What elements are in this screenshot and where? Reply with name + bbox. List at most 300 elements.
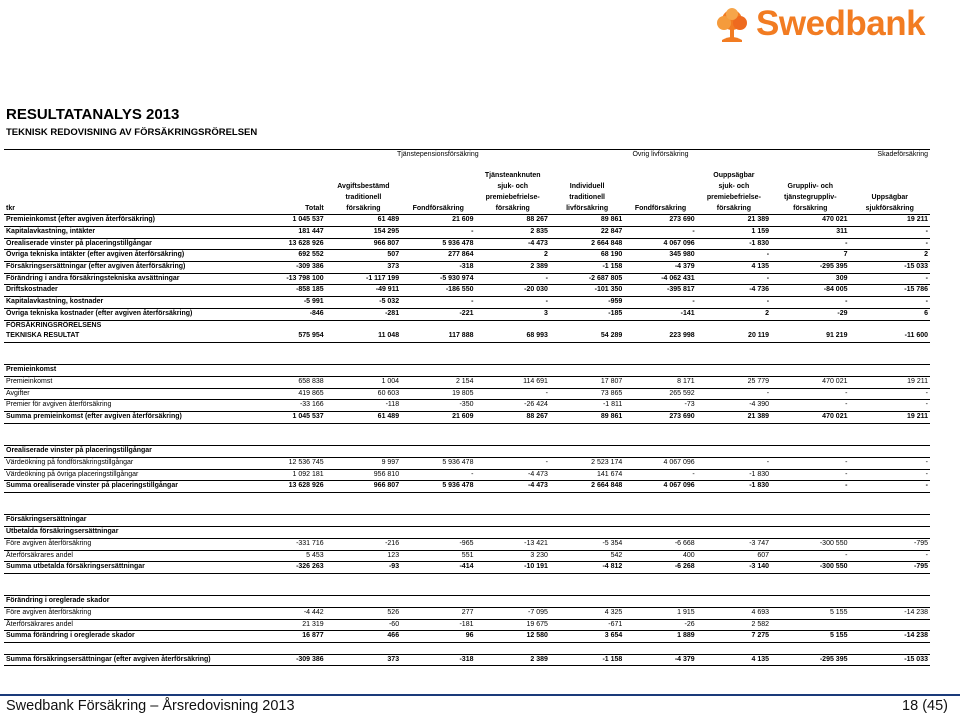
cell-value: 114 691 bbox=[475, 377, 549, 389]
cell-value: 12 580 bbox=[475, 631, 549, 643]
blank-cell bbox=[550, 596, 624, 608]
cell-value: 956 810 bbox=[326, 469, 401, 481]
blank-cell bbox=[550, 446, 624, 458]
column-header: Tjänsteanknuten bbox=[484, 172, 541, 180]
footer-divider bbox=[0, 694, 960, 696]
blank-cell bbox=[326, 527, 401, 539]
cell-value: -20 030 bbox=[475, 285, 549, 297]
cell-value: 6 bbox=[849, 308, 930, 320]
cell-value: -26 bbox=[624, 619, 696, 631]
cell-value: 507 bbox=[326, 250, 401, 262]
cell-value: -795 bbox=[849, 562, 930, 574]
spacer-row bbox=[4, 573, 930, 584]
cell-value: -13 798 100 bbox=[270, 273, 325, 285]
cell-value: - bbox=[849, 400, 930, 412]
cell-value: -101 350 bbox=[550, 285, 624, 297]
cell-value: - bbox=[849, 457, 930, 469]
blank-cell bbox=[326, 515, 401, 527]
cell-value: 2 835 bbox=[475, 226, 549, 238]
section-subheading: Utbetalda försäkringsersättningar bbox=[4, 527, 270, 539]
blank-cell bbox=[849, 320, 930, 331]
blank-cell bbox=[475, 320, 549, 331]
row-label: Före avgiven återförsäkring bbox=[4, 538, 270, 550]
detail-row bbox=[4, 377, 930, 389]
cell-value: -959 bbox=[550, 297, 624, 309]
group-header: Tjänstepensionsförsäkring bbox=[326, 150, 550, 161]
spacer-cell bbox=[4, 161, 930, 172]
row-label: Summa premieinkomst (efter avgiven återförsäkring) bbox=[4, 412, 270, 424]
column-header: Ouppsägbar bbox=[713, 172, 755, 180]
cell-value: 21 609 bbox=[452, 216, 474, 224]
cell-value: -186 550 bbox=[401, 285, 475, 297]
cell-value: 19 675 bbox=[475, 619, 549, 631]
cell-value: -11 600 bbox=[849, 331, 930, 342]
cell-value: 12 536 745 bbox=[270, 457, 325, 469]
cell-value: 89 861 bbox=[600, 216, 623, 224]
cell-value: - bbox=[624, 226, 696, 238]
row-label: Återförsäkrares andel bbox=[4, 550, 270, 562]
column-header bbox=[4, 182, 270, 193]
blank-cell bbox=[697, 596, 771, 608]
cell-value: 419 865 bbox=[270, 388, 325, 400]
column-header: tkr bbox=[4, 204, 270, 215]
cell-value: 5 936 478 bbox=[401, 457, 475, 469]
cell-value: 470 021 bbox=[771, 377, 849, 389]
blank-cell bbox=[401, 515, 475, 527]
blank-cell bbox=[475, 446, 549, 458]
cell-value: -846 bbox=[270, 308, 325, 320]
cell-value: -326 263 bbox=[270, 562, 325, 574]
cell-value: 141 674 bbox=[550, 469, 624, 481]
blank-cell bbox=[550, 515, 624, 527]
column-header bbox=[326, 171, 401, 182]
column-header: försäkring bbox=[697, 204, 771, 215]
blank-cell bbox=[475, 365, 549, 377]
cell-value: - bbox=[697, 388, 771, 400]
cell-value: 54 289 bbox=[550, 331, 624, 342]
spacer-cell bbox=[4, 493, 930, 504]
cell-value: 2 bbox=[697, 308, 771, 320]
blank-cell bbox=[270, 446, 325, 458]
cell-value: 88 267 bbox=[526, 216, 548, 224]
column-header: premiebefrielse- bbox=[485, 193, 540, 201]
blank-cell bbox=[771, 515, 849, 527]
cell-value: -4 736 bbox=[697, 285, 771, 297]
detail-row bbox=[4, 607, 930, 619]
column-header: Uppsägbar bbox=[871, 193, 909, 201]
section-subheading-row bbox=[4, 527, 930, 539]
cell-value: 4 067 096 bbox=[624, 457, 696, 469]
cell-value: -7 095 bbox=[475, 607, 549, 619]
cell-value: -4 473 bbox=[475, 481, 549, 493]
column-header bbox=[624, 171, 696, 182]
cell-value: -4 442 bbox=[270, 607, 325, 619]
cell-value: 68 190 bbox=[550, 250, 624, 262]
blank-cell bbox=[401, 596, 475, 608]
cell-value: -60 bbox=[326, 619, 401, 631]
cell-value: - bbox=[697, 273, 771, 285]
cell-value: 400 bbox=[624, 550, 696, 562]
spacer-cell bbox=[4, 643, 930, 655]
row-label: TEKNISKA RESULTAT bbox=[4, 331, 270, 342]
spacer-row bbox=[4, 643, 930, 655]
cell-value: -4 062 431 bbox=[624, 273, 696, 285]
cell-value: 19 805 bbox=[401, 388, 475, 400]
cell-value bbox=[849, 619, 930, 631]
cell-value: - bbox=[401, 469, 475, 481]
blank-cell bbox=[270, 365, 325, 377]
cell-value: -15 786 bbox=[849, 285, 930, 297]
detail-row bbox=[4, 400, 930, 412]
cell-value: 1 045 537 bbox=[270, 412, 325, 424]
row-label: Övriga tekniska kostnader (efter avgiven återförsäkring) bbox=[4, 308, 270, 320]
column-header: Fondförsäkring bbox=[624, 204, 696, 215]
group-blank bbox=[4, 150, 326, 161]
blank-cell bbox=[326, 365, 401, 377]
column-header: premiebefrielse- bbox=[706, 193, 761, 201]
spacer-row bbox=[4, 161, 930, 172]
cell-value: - bbox=[849, 469, 930, 481]
summary-row bbox=[4, 273, 930, 285]
cell-value: -1 830 bbox=[697, 469, 771, 481]
blank-cell bbox=[624, 365, 696, 377]
cell-value: - bbox=[771, 238, 849, 250]
result-heading: FÖRSÄKRINGSRÖRELSENS bbox=[4, 320, 270, 331]
column-header: sjukförsäkring bbox=[849, 204, 930, 215]
cell-value: 5 936 478 bbox=[401, 238, 475, 250]
section-total-row bbox=[4, 631, 930, 643]
column-group-header bbox=[4, 150, 930, 161]
cell-value: 373 bbox=[326, 262, 401, 274]
cell-value: -13 421 bbox=[475, 538, 549, 550]
column-header-row bbox=[4, 204, 930, 215]
blank-cell bbox=[771, 320, 849, 331]
cell-value: -26 424 bbox=[475, 400, 549, 412]
spacer-cell bbox=[4, 504, 930, 515]
section-heading-row bbox=[4, 365, 930, 377]
row-label: Avgifter bbox=[4, 388, 270, 400]
cell-value: 2 664 848 bbox=[550, 238, 624, 250]
cell-value: 123 bbox=[326, 550, 401, 562]
blank-cell bbox=[849, 446, 930, 458]
cell-value: 692 552 bbox=[270, 250, 325, 262]
cell-value: 1 092 181 bbox=[270, 469, 325, 481]
cell-value: 7 bbox=[771, 250, 849, 262]
cell-value: 61 489 bbox=[326, 412, 401, 424]
row-label: Premier för avgiven återförsäkring bbox=[4, 400, 270, 412]
cell-value: 526 bbox=[326, 607, 401, 619]
section-heading: Förändring i oreglerade skador bbox=[4, 596, 270, 608]
blank-cell bbox=[624, 515, 696, 527]
oak-tree-logo-icon bbox=[712, 6, 752, 46]
footer-title: Swedbank Försäkring – Årsredovisning 2013 bbox=[6, 698, 295, 714]
cell-value: - bbox=[771, 297, 849, 309]
spacer-cell bbox=[4, 573, 930, 584]
cell-value: -29 bbox=[771, 308, 849, 320]
cell-value: 345 980 bbox=[624, 250, 696, 262]
cell-value: 466 bbox=[326, 631, 401, 643]
cell-value: 21 389 bbox=[697, 412, 771, 424]
cell-value: 1 889 bbox=[624, 631, 696, 643]
column-header: sjuk- och bbox=[718, 183, 750, 191]
column-header bbox=[849, 171, 930, 182]
column-header bbox=[4, 193, 270, 204]
cell-value: -1 830 bbox=[697, 238, 771, 250]
cell-value: 658 838 bbox=[270, 377, 325, 389]
technical-result-row bbox=[4, 331, 930, 342]
cell-value: 277 bbox=[401, 607, 475, 619]
cell-value: 13 628 926 bbox=[270, 481, 325, 493]
spacer-cell bbox=[4, 423, 930, 434]
column-header: försäkring bbox=[475, 204, 549, 215]
cell-value: 21 319 bbox=[270, 619, 325, 631]
column-header: sjuk- och bbox=[497, 183, 529, 191]
cell-value: -309 386 bbox=[270, 654, 325, 666]
summary-row bbox=[4, 215, 930, 227]
cell-value: 19 211 bbox=[849, 412, 930, 424]
column-header bbox=[401, 171, 475, 182]
cell-value: 3 230 bbox=[475, 550, 549, 562]
cell-value: 373 bbox=[326, 654, 401, 666]
cell-value: 11 048 bbox=[326, 331, 401, 342]
cell-value: - bbox=[849, 297, 930, 309]
cell-value: -15 033 bbox=[849, 654, 930, 666]
cell-value: -10 191 bbox=[475, 562, 549, 574]
row-label: Summa orealiserade vinster på placeringstillgångar bbox=[4, 481, 270, 493]
section-total-row bbox=[4, 412, 930, 424]
spacer-row bbox=[4, 493, 930, 504]
cell-value: 19 211 bbox=[849, 377, 930, 389]
cell-value: -185 bbox=[550, 308, 624, 320]
spacer-row bbox=[4, 342, 930, 353]
cell-value: 3 bbox=[475, 308, 549, 320]
cell-value: -318 bbox=[401, 654, 475, 666]
cell-value: -33 166 bbox=[270, 400, 325, 412]
cell-value: -1 811 bbox=[550, 400, 624, 412]
detail-row bbox=[4, 619, 930, 631]
blank-cell bbox=[326, 596, 401, 608]
cell-value: 154 295 bbox=[326, 226, 401, 238]
cell-value: 2 523 174 bbox=[550, 457, 624, 469]
cell-value: -4 379 bbox=[624, 262, 696, 274]
blank-cell bbox=[401, 320, 475, 331]
column-header-row bbox=[4, 171, 930, 182]
column-header: Individuell bbox=[569, 183, 605, 191]
group-header: Övrig livförsäkring bbox=[550, 150, 771, 161]
summary-row bbox=[4, 226, 930, 238]
column-header: traditionell bbox=[345, 193, 382, 201]
cell-value: 21 389 bbox=[747, 216, 770, 224]
result-analysis-table bbox=[4, 149, 930, 666]
cell-value: - bbox=[771, 388, 849, 400]
cell-value: - bbox=[849, 481, 930, 493]
blank-cell bbox=[270, 320, 325, 331]
cell-value: 16 877 bbox=[270, 631, 325, 643]
cell-value: 2 389 bbox=[475, 262, 549, 274]
blank-cell bbox=[270, 596, 325, 608]
row-label: Värdeökning på övriga placeringstillgångar bbox=[4, 469, 270, 481]
row-label: Före avgiven återförsäkring bbox=[4, 607, 270, 619]
cell-value: -4 473 bbox=[475, 469, 549, 481]
cell-value: -5 930 974 bbox=[401, 273, 475, 285]
column-header bbox=[849, 182, 930, 193]
column-header bbox=[401, 182, 475, 193]
cell-value: -858 185 bbox=[270, 285, 325, 297]
cell-value: - bbox=[849, 550, 930, 562]
cell-value: -4 390 bbox=[697, 400, 771, 412]
column-header: Totalt bbox=[270, 204, 325, 215]
section-heading-row bbox=[4, 515, 930, 527]
cell-value: - bbox=[624, 469, 696, 481]
cell-value: -300 550 bbox=[771, 538, 849, 550]
section-heading-row bbox=[4, 446, 930, 458]
cell-value: -6 668 bbox=[624, 538, 696, 550]
cell-value: -93 bbox=[326, 562, 401, 574]
cell-value: -965 bbox=[401, 538, 475, 550]
column-header-row bbox=[4, 182, 930, 193]
blank-cell bbox=[550, 320, 624, 331]
cell-value: 5 155 bbox=[771, 607, 849, 619]
cell-value: 1 159 bbox=[697, 226, 771, 238]
blank-cell bbox=[624, 527, 696, 539]
cell-value: -141 bbox=[624, 308, 696, 320]
cell-value: 1 004 bbox=[326, 377, 401, 389]
cell-value: 2 664 848 bbox=[550, 481, 624, 493]
cell-value: - bbox=[771, 400, 849, 412]
group-header: Skadeförsäkring bbox=[771, 150, 930, 161]
blank-cell bbox=[475, 515, 549, 527]
blank-cell bbox=[624, 320, 696, 331]
summary-row bbox=[4, 250, 930, 262]
cell-value: -15 033 bbox=[849, 262, 930, 274]
cell-value: -181 bbox=[401, 619, 475, 631]
cell-value: 22 847 bbox=[550, 226, 624, 238]
blank-cell bbox=[475, 527, 549, 539]
cell-value: 4 067 096 bbox=[624, 238, 696, 250]
column-header: traditionell bbox=[569, 193, 605, 201]
cell-value: - bbox=[697, 297, 771, 309]
blank-cell bbox=[624, 596, 696, 608]
blank-cell bbox=[849, 596, 930, 608]
cell-value: 21 609 bbox=[401, 412, 475, 424]
cell-value: 13 628 926 bbox=[270, 238, 325, 250]
cell-value: 5 453 bbox=[270, 550, 325, 562]
detail-row bbox=[4, 457, 930, 469]
cell-value: -6 268 bbox=[624, 562, 696, 574]
cell-value: 542 bbox=[550, 550, 624, 562]
blank-cell bbox=[849, 365, 930, 377]
spacer-cell bbox=[4, 585, 930, 596]
cell-value: 470 021 bbox=[771, 412, 849, 424]
cell-value: 117 888 bbox=[401, 331, 475, 342]
cell-value: -331 716 bbox=[270, 538, 325, 550]
cell-value: - bbox=[475, 388, 549, 400]
spacer-row bbox=[4, 585, 930, 596]
cell-value: 311 bbox=[771, 226, 849, 238]
blank-cell bbox=[401, 527, 475, 539]
cell-value: 273 690 bbox=[669, 216, 695, 224]
cell-value: -84 005 bbox=[771, 285, 849, 297]
cell-value: -73 bbox=[624, 400, 696, 412]
cell-value: -795 bbox=[849, 538, 930, 550]
summary-row bbox=[4, 308, 930, 320]
spacer-row bbox=[4, 435, 930, 446]
cell-value: 7 275 bbox=[697, 631, 771, 643]
column-header: försäkring bbox=[326, 204, 401, 215]
page-subtitle: TEKNISK REDOVISNING AV FÖRSÄKRINGSRÖRELSEN bbox=[6, 127, 258, 138]
cell-value: 89 861 bbox=[550, 412, 624, 424]
cell-value: 2 bbox=[475, 250, 549, 262]
column-header bbox=[624, 193, 696, 204]
cell-value: - bbox=[849, 238, 930, 250]
cell-value: -49 911 bbox=[326, 285, 401, 297]
spacer-cell bbox=[4, 342, 930, 353]
blank-cell bbox=[270, 527, 325, 539]
cell-value: -318 bbox=[401, 262, 475, 274]
cell-value: 60 603 bbox=[326, 388, 401, 400]
section-heading: Försäkringsersättningar bbox=[4, 515, 270, 527]
cell-value: -216 bbox=[326, 538, 401, 550]
section-heading: Premieinkomst bbox=[4, 365, 270, 377]
cell-value: 966 807 bbox=[326, 238, 401, 250]
column-header: tjänstegruppliv- bbox=[784, 193, 837, 201]
row-label: Värdeökning på fondförsäkringstillgångar bbox=[4, 457, 270, 469]
column-header: Fondförsäkring bbox=[401, 204, 475, 215]
row-label: Summa förändring i oreglerade skador bbox=[4, 631, 270, 643]
cell-value: 470 021 bbox=[822, 216, 848, 224]
column-header bbox=[624, 182, 696, 193]
cell-value: -5 032 bbox=[326, 297, 401, 309]
cell-value: 309 bbox=[771, 273, 849, 285]
cell-value: 96 bbox=[401, 631, 475, 643]
cell-value: -3 140 bbox=[697, 562, 771, 574]
blank-cell bbox=[771, 446, 849, 458]
detail-row bbox=[4, 469, 930, 481]
column-header bbox=[4, 171, 270, 182]
blank-cell bbox=[550, 365, 624, 377]
row-label: Driftskostnader bbox=[4, 285, 270, 297]
page-title: RESULTATANALYS 2013 bbox=[6, 106, 180, 123]
cell-value: 265 592 bbox=[624, 388, 696, 400]
cell-value: 25 779 bbox=[697, 377, 771, 389]
cell-value: -1 158 bbox=[550, 654, 624, 666]
row-label: Förändring i andra försäkringstekniska avsättningar bbox=[4, 273, 270, 285]
cell-value: 68 993 bbox=[475, 331, 549, 342]
blank-cell bbox=[849, 515, 930, 527]
row-label: Försäkringsersättningar (efter avgiven återförsäkring) bbox=[4, 262, 270, 274]
column-header bbox=[401, 193, 475, 204]
column-header: försäkring bbox=[771, 204, 849, 215]
cell-value: 4 693 bbox=[697, 607, 771, 619]
spacer-row bbox=[4, 354, 930, 365]
cell-value: 8 171 bbox=[624, 377, 696, 389]
cell-value: 2 154 bbox=[401, 377, 475, 389]
cell-value: - bbox=[475, 273, 549, 285]
detail-row bbox=[4, 550, 930, 562]
detail-row bbox=[4, 538, 930, 550]
blank-cell bbox=[326, 446, 401, 458]
row-label: Kapitalavkastning, kostnader bbox=[4, 297, 270, 309]
cell-value: -14 238 bbox=[849, 607, 930, 619]
cell-value: -350 bbox=[401, 400, 475, 412]
cell-value: 19 211 bbox=[906, 216, 928, 224]
section-heading: Orealiserade vinster på placeringstillgångar bbox=[4, 446, 270, 458]
blank-cell bbox=[326, 320, 401, 331]
cell-value: -300 550 bbox=[771, 562, 849, 574]
section-total-row bbox=[4, 562, 930, 574]
column-header bbox=[270, 182, 325, 193]
blank-cell bbox=[401, 446, 475, 458]
